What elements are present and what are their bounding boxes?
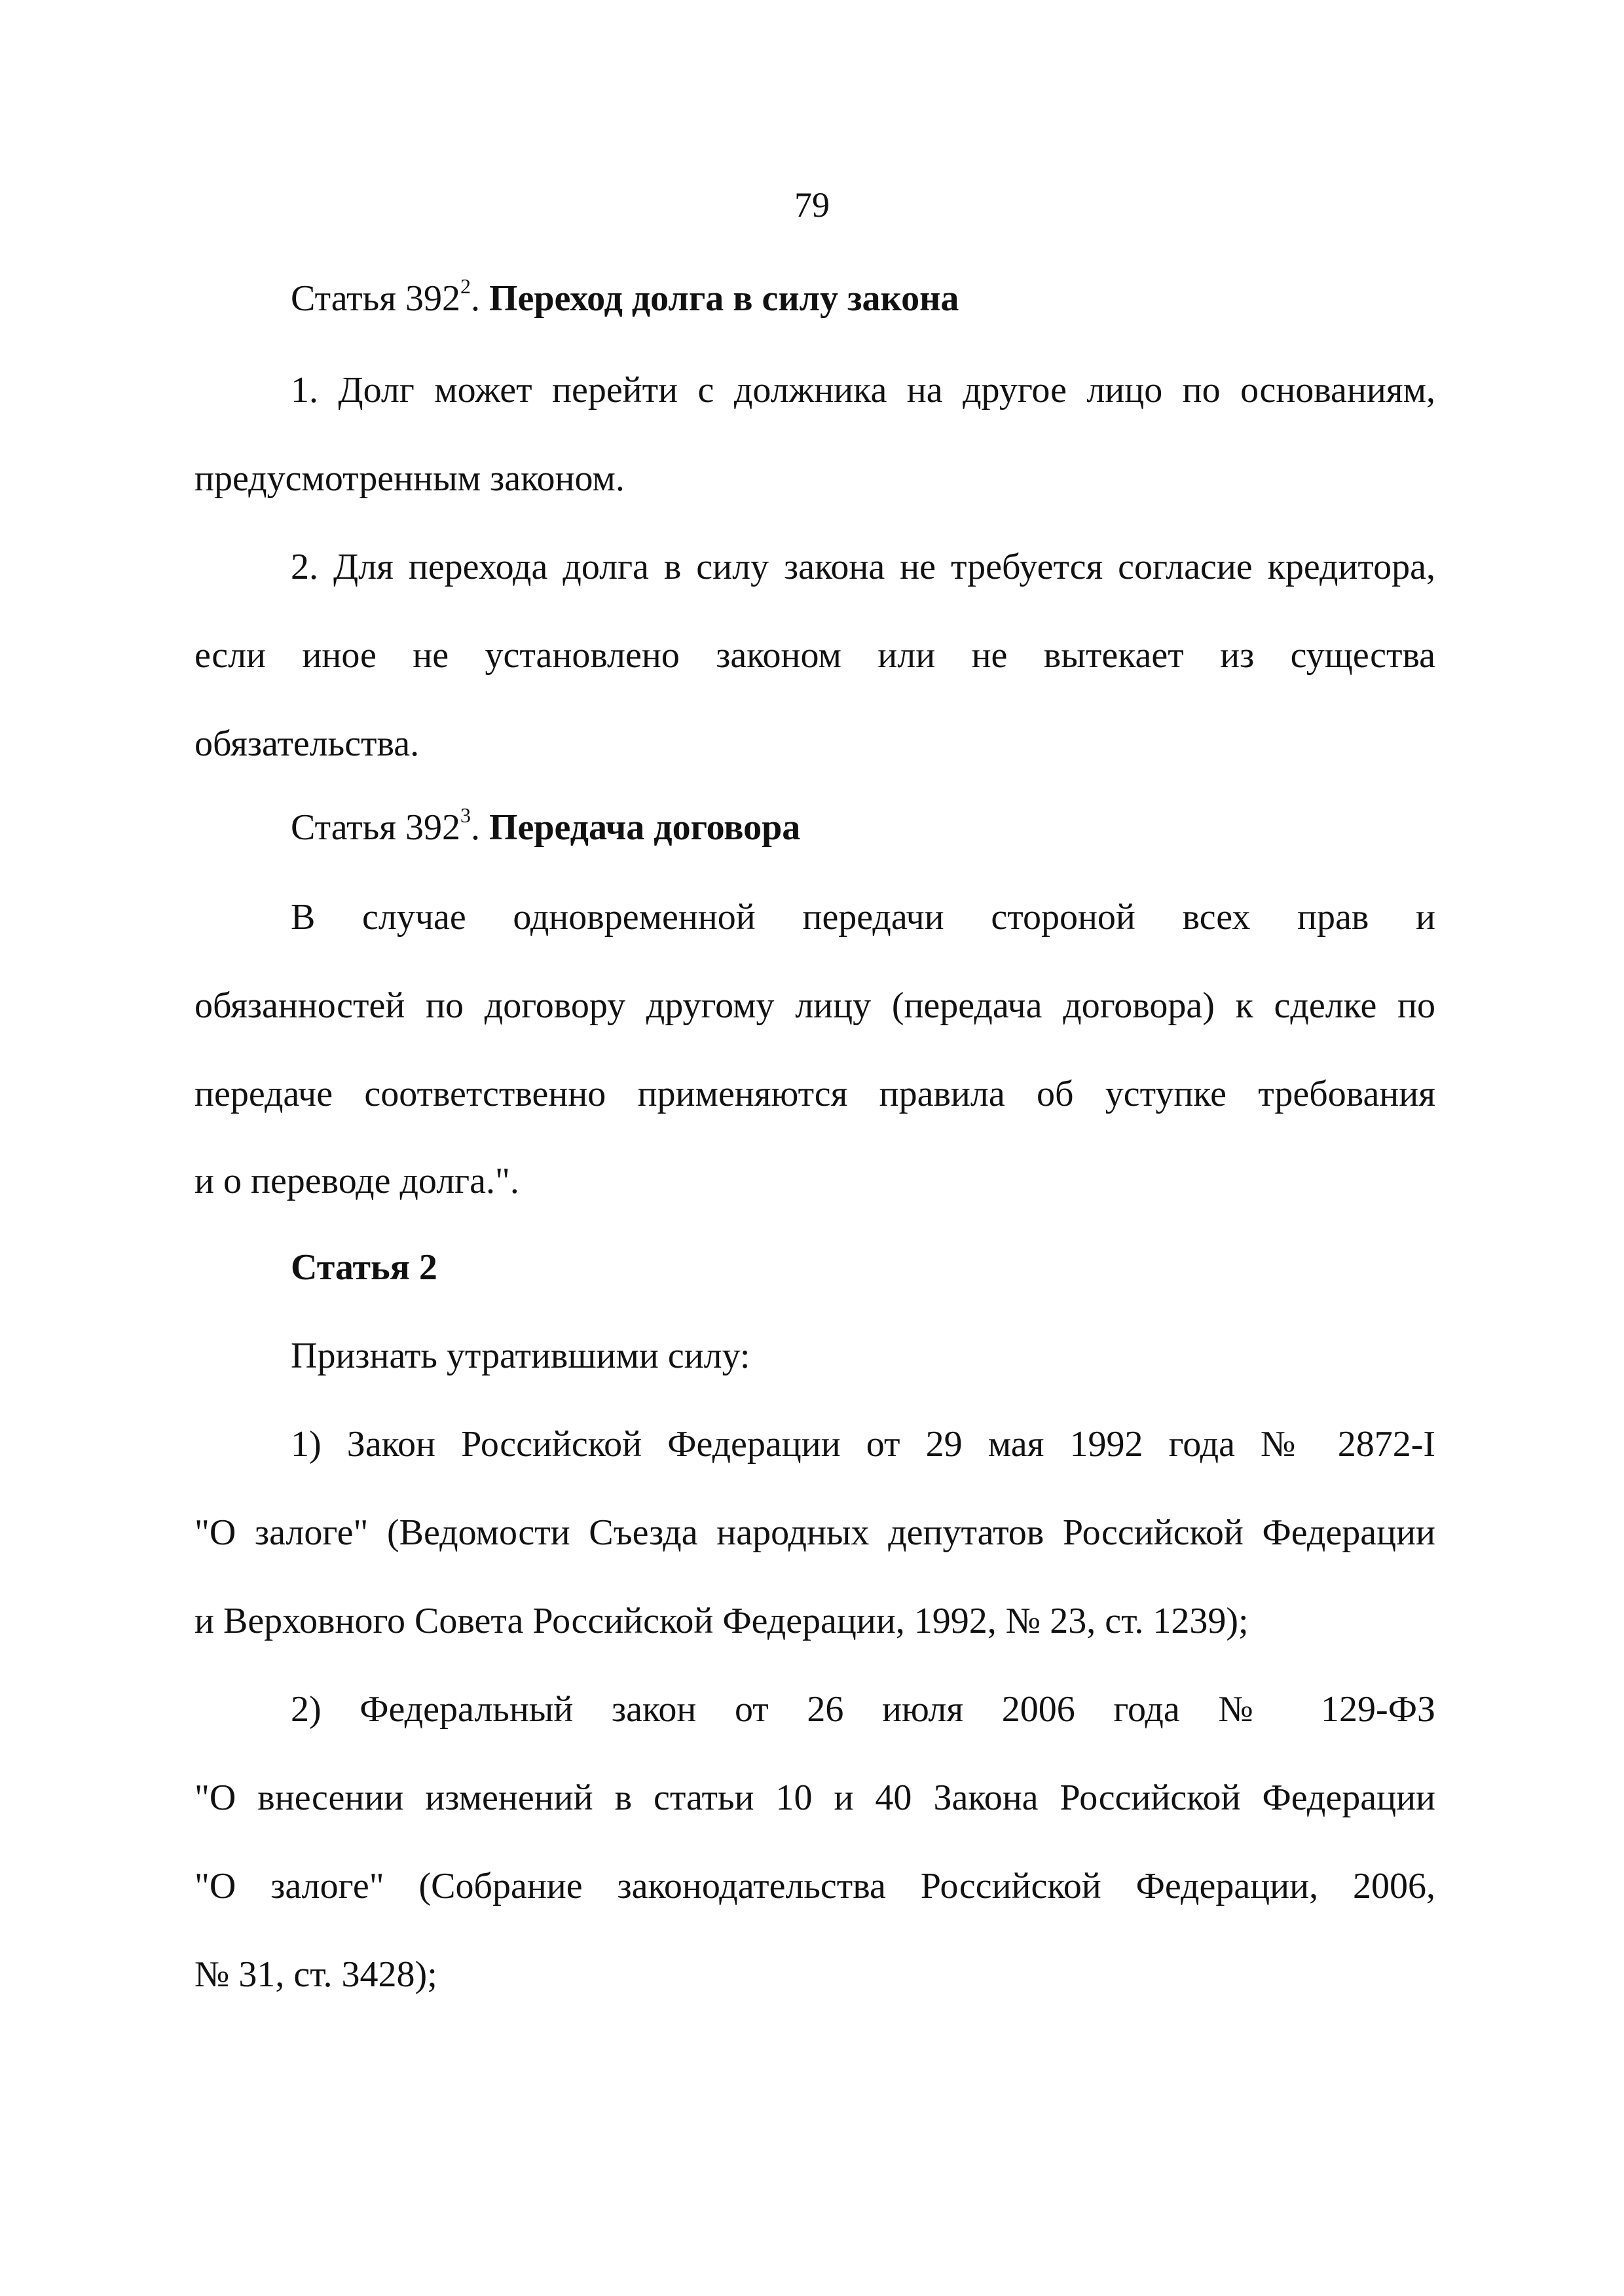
- list-item-line: "О залоге" (Ведомости Съезда народных депутатов Российской Федерации: [194, 1512, 1435, 1553]
- article-2-heading: Статья 2: [291, 1247, 437, 1288]
- paragraph-line: В случае одновременной передачи стороной всех прав и: [291, 897, 1435, 938]
- list-item-line: 1) Закон Российской Федерации от 29 мая 1992 года № 2872-I: [291, 1424, 1435, 1465]
- list-item-line: № 31, ст. 3428);: [194, 1954, 437, 1995]
- list-item-line: "О залоге" (Собрание законодательства Российской Федерации, 2006,: [194, 1866, 1435, 1906]
- paragraph-line: обязанностей по договору другому лицу (передача договора) к сделке по: [194, 985, 1435, 1026]
- list-item-line: и Верховного Совета Российской Федерации, 1992, № 23, ст. 1239);: [194, 1601, 1249, 1641]
- article-392-3-heading: [291, 804, 800, 851]
- article-superscript: 3: [460, 803, 471, 827]
- paragraph-line: 1. Долг может перейти с должника на другое лицо по основаниям,: [291, 370, 1435, 410]
- article-title: Переход долга в силу закона: [489, 278, 959, 319]
- paragraph-line: передаче соответственно применяются правила об уступке требования: [194, 1074, 1435, 1114]
- article-dot: .: [470, 807, 489, 848]
- article-superscript: 2: [460, 274, 471, 298]
- paragraph-line: 2. Для перехода долга в силу закона не требуется согласие кредитора,: [291, 547, 1435, 587]
- article-prefix: Статья 392: [291, 278, 460, 319]
- article-392-2-heading: [291, 275, 959, 322]
- list-item-line: 2) Федеральный закон от 26 июля 2006 года № 129-ФЗ: [291, 1689, 1435, 1730]
- page-number: 79: [794, 185, 830, 225]
- article-dot: .: [470, 278, 489, 319]
- paragraph-line: обязательства.: [194, 723, 420, 764]
- article-title: Передача договора: [489, 807, 801, 848]
- paragraph-line: и о переводе долга.".: [194, 1161, 519, 1201]
- paragraph-line: Признать утратившими силу:: [291, 1336, 750, 1376]
- paragraph-line: если иное не установлено законом или не вытекает из существа: [194, 635, 1435, 676]
- list-item-line: "О внесении изменений в статьи 10 и 40 Закона Российской Федерации: [194, 1777, 1435, 1818]
- article-prefix: Статья 392: [291, 807, 460, 848]
- paragraph-line: предусмотренным законом.: [194, 458, 625, 499]
